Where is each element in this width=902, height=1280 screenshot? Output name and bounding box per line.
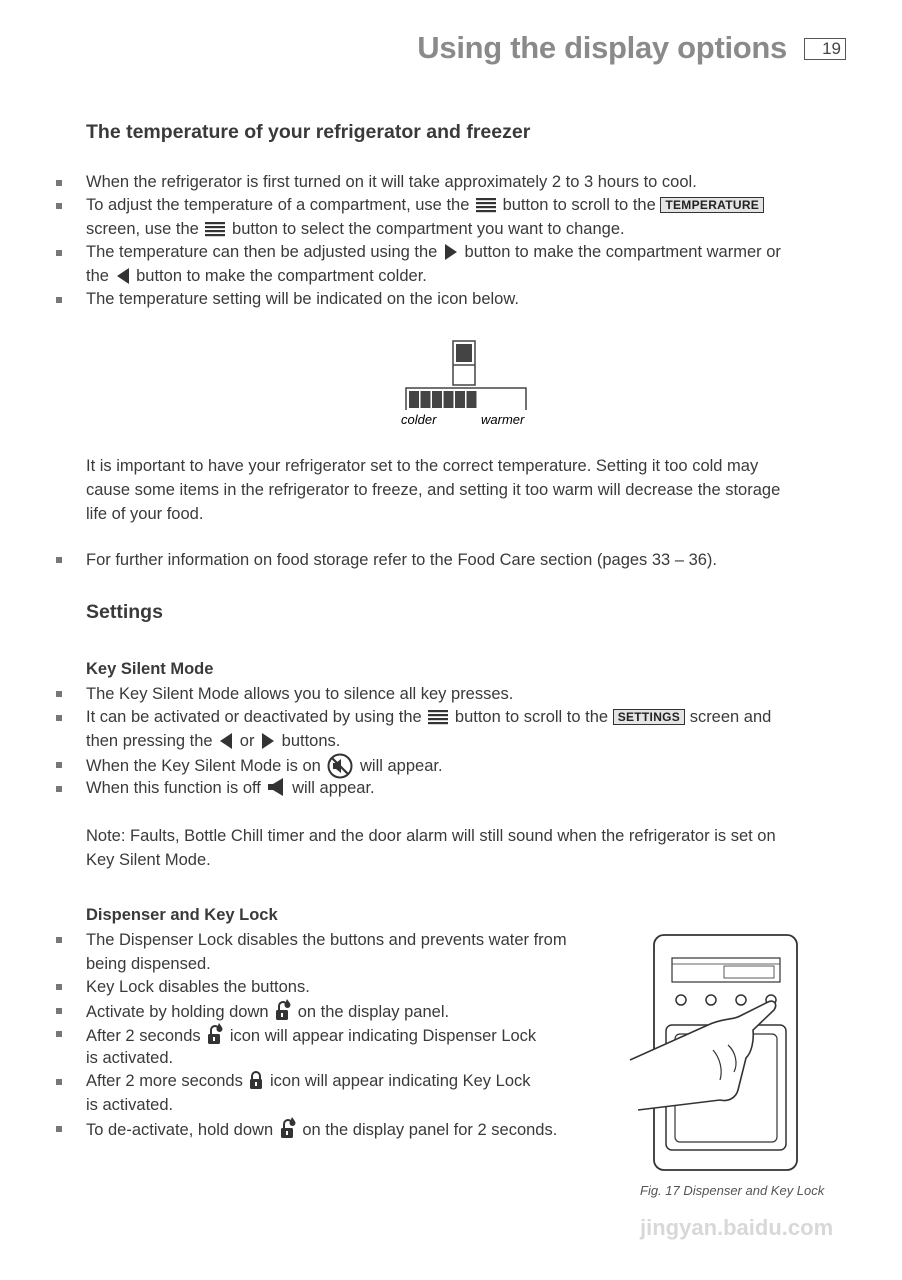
right-arrow-button-icon [261, 733, 275, 749]
page-title: Using the display options [417, 30, 787, 65]
fridge-compartment-selected [456, 344, 472, 362]
level-segment [467, 391, 477, 408]
temp-bullet-5: For further information on food storage refer to the Food Care section (pages 33 – 36). [86, 551, 718, 569]
warmer-label: warmer [481, 412, 525, 427]
text-span: icon will appear indicating Key Lock [270, 1072, 531, 1090]
silent-bullet-4 [86, 777, 375, 801]
lock-bullet-3 [86, 999, 449, 1025]
text-span: screen, use the [86, 220, 199, 238]
right-arrow-button-icon [444, 244, 458, 260]
lock-bullet-1-line-2: being dispensed. [86, 955, 211, 973]
text-span: then pressing the [86, 732, 213, 750]
page-number: 19 [804, 38, 846, 60]
level-segments [409, 391, 477, 408]
temp-bullet-3 [86, 241, 781, 265]
lock-bullet-4 [86, 1023, 536, 1049]
bullet-marker [56, 557, 62, 563]
text-span: will appear. [292, 779, 375, 797]
text-span: on the display panel for 2 seconds. [302, 1121, 558, 1139]
text-span: The temperature can then be adjusted using the [86, 243, 438, 261]
bullet-marker [56, 297, 62, 303]
silent-bullet-3 [86, 753, 443, 779]
dispenser-lock-icon [207, 1023, 223, 1045]
bullet-marker [56, 1008, 62, 1014]
dispenser-illustration [628, 930, 803, 1175]
text-span: buttons. [281, 732, 341, 750]
level-segment [432, 391, 442, 408]
level-segment [421, 391, 431, 408]
silent-note-line-1: Note: Faults, Bottle Chill timer and the door alarm will still sound when the refrigerator is set on [86, 827, 776, 845]
panel-button [736, 995, 746, 1005]
dispenser-lock-icon [280, 1117, 296, 1139]
bullet-marker [56, 203, 62, 209]
text-span: It can be activated or deactivated by using the [86, 708, 422, 726]
lock-bullet-6 [86, 1117, 557, 1143]
text-span: screen and [689, 708, 772, 726]
temp-paragraph-line-2: cause some items in the refrigerator to freeze, and setting it too warm will decrease the storage [86, 481, 781, 499]
section-heading-temperature: The temperature of your refrigerator and freezer [86, 121, 531, 143]
bullet-marker [56, 1031, 62, 1037]
text-span: button to scroll to the [502, 196, 656, 214]
temp-bullet-2 [86, 194, 764, 218]
section-heading-settings: Settings [86, 601, 163, 623]
key-lock-icon [249, 1070, 263, 1090]
left-arrow-button-icon [219, 733, 233, 749]
silent-bullet-2-line-2 [86, 730, 340, 754]
temp-paragraph-line-1: It is important to have your refrigerator set to the correct temperature. Setting it too cold may [86, 457, 759, 475]
bullet-marker [56, 762, 62, 768]
temperature-screen-tag: TEMPERATURE [660, 197, 764, 213]
figure-caption: Fig. 17 Dispenser and Key Lock [640, 1183, 825, 1198]
lock-bullet-5-line-2: is activated. [86, 1096, 174, 1114]
level-segment [444, 391, 454, 408]
text-span: icon will appear indicating Dispenser Lock [229, 1027, 537, 1045]
speaker-muted-icon [327, 753, 353, 779]
level-segment [409, 391, 419, 408]
temp-paragraph-line-3: life of your food. [86, 505, 204, 523]
text-span: button to select the compartment you want to change. [232, 220, 625, 238]
temperature-indicator-figure [398, 340, 533, 432]
temp-bullet-4: The temperature setting will be indicated on the icon below. [86, 290, 519, 308]
text-span: Activate by holding down [86, 1003, 269, 1021]
bullet-marker [56, 1079, 62, 1085]
text-span: After 2 more seconds [86, 1072, 243, 1090]
panel-button [676, 995, 686, 1005]
dispenser-lock-icon [275, 999, 291, 1021]
lock-bullet-4-line-2: is activated. [86, 1049, 174, 1067]
text-span: the [86, 267, 109, 285]
left-arrow-button-icon [116, 268, 130, 284]
text-span: or [239, 732, 255, 750]
text-span: To de-activate, hold down [86, 1121, 274, 1139]
lock-bullet-1: The Dispenser Lock disables the buttons and prevents water from [86, 931, 567, 949]
temp-bullet-3-line-2 [86, 265, 427, 289]
bullet-marker [56, 180, 62, 186]
bullet-marker [56, 937, 62, 943]
settings-screen-tag: SETTINGS [613, 709, 685, 725]
subheading-key-silent: Key Silent Mode [86, 660, 214, 678]
bullet-marker [56, 786, 62, 792]
temp-bullet-1: When the refrigerator is first turned on it will take approximately 2 to 3 hours to cool. [86, 173, 697, 191]
menu-button-icon [205, 221, 225, 237]
level-segment [455, 391, 465, 408]
text-span: To adjust the temperature of a compartment, use the [86, 196, 470, 214]
text-span: will appear. [359, 757, 443, 775]
colder-label: colder [401, 412, 437, 427]
menu-button-icon [428, 709, 448, 725]
speaker-icon [267, 778, 285, 796]
text-span: When this function is off [86, 779, 261, 797]
watermark: jingyan.baidu.com [640, 1215, 834, 1240]
bullet-marker [56, 250, 62, 256]
lock-bullet-5 [86, 1070, 531, 1094]
bullet-marker [56, 984, 62, 990]
bullet-marker [56, 1126, 62, 1132]
text-span: button to make the compartment colder. [136, 267, 427, 285]
silent-bullet-2 [86, 706, 771, 730]
silent-bullet-1: The Key Silent Mode allows you to silence all key presses. [86, 685, 514, 703]
lock-bullet-2: Key Lock disables the buttons. [86, 978, 310, 996]
text-span: button to make the compartment warmer or [464, 243, 781, 261]
subheading-dispenser-lock: Dispenser and Key Lock [86, 906, 278, 924]
temp-bullet-2-line-2 [86, 218, 625, 242]
display-screen [672, 958, 780, 982]
bullet-marker [56, 715, 62, 721]
menu-button-icon [476, 197, 496, 213]
bullet-marker [56, 691, 62, 697]
text-span: on the display panel. [297, 1003, 450, 1021]
panel-button [706, 995, 716, 1005]
text-span: When the Key Silent Mode is on [86, 757, 321, 775]
text-span: After 2 seconds [86, 1027, 201, 1045]
text-span: button to scroll to the [454, 708, 609, 726]
silent-note-line-2: Key Silent Mode. [86, 851, 211, 869]
